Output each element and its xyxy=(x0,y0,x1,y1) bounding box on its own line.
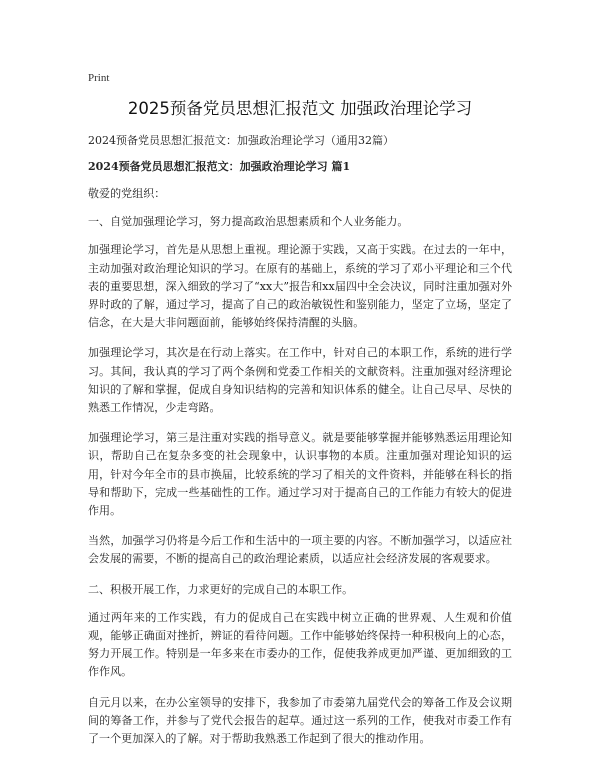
document-subtitle: 2024预备党员思想汇报范文：加强政治理论学习（通用32篇） xyxy=(88,134,394,147)
print-link[interactable]: Print xyxy=(88,72,110,84)
paragraph-3: 加强理论学习，第三是注重对实践的指导意义。就是要能够掌握并能够熟悉运用理论知识，帮助自己在复杂多变的社会现象中，认识事物的本质。注重加强对理论知识的运用，针对今年全市的县市换届，比较系统的学习了相关的文件资料，并能够在科长的指导和帮助下，完成一些基础性的工作。通过学习对于提高自己的工作能力有较大的促进作用。 xyxy=(88,431,512,518)
salutation: 敬爱的党组织： xyxy=(88,187,166,200)
paragraph-6: 自元月以来，在办公室领导的安排下，我参加了市委第九届党代会的筹备工作及会议期间的筹备工作，并参与了党代会报告的起草。通过这一系列的工作，使我对市委工作有了一个更加深入的了解。对于帮助我熟悉工作起到了很大的推动作用。 xyxy=(88,695,512,746)
paragraph-1: 加强理论学习，首先是从思想上重视。理论源于实践，又高于实践。在过去的一年中，主动加强对政治理论知识的学习。在原有的基础上，系统的学习了邓小平理论和三个代表的重要思想，深入细致的学习了“xx大”报告和xx届四中全会决议，同时注重加强对外界时政的了解，通过学习，提高了自己的政治敏锐性和鉴别能力，坚定了立场，坚定了信念，在大是大非问题面前，能够始终保持清醒的头脑。 xyxy=(88,243,512,330)
paragraph-4: 当然，加强学习仍将是今后工作和生活中的一项主要的内容。不断加强学习，以适应社会发展的需要，不断的提高自己的政治理论素质，以适应社会经济发展的客观要求。 xyxy=(88,534,512,566)
document-title: 2025预备党员思想汇报范文 加强政治理论学习 xyxy=(127,99,473,118)
paragraph-2: 加强理论学习，其次是在行动上落实。在工作中，针对自己的本职工作，系统的进行学习。其间，我认真的学习了两个条例和党委工作相关的文献资料。注重加强对经济理论知识的了解和掌握，促成自身知识结构的完善和知识体系的健全。让自己尽早、尽快的熟悉工作情况，少走弯路。 xyxy=(88,346,512,415)
paragraph-5: 通过两年来的工作实践，有力的促成自己在实践中树立正确的世界观、人生观和价值观，能够正确面对挫折，辨证的看待问题。工作中能够始终保持一种积极向上的心态，努力开展工作。特别是一年多来在市委办的工作，促使我养成更加严谨、更加细致的工作作风。 xyxy=(88,610,512,679)
section-heading: 2024预备党员思想汇报范文：加强政治理论学习 篇1 xyxy=(88,160,351,173)
heading-one: 一、自觉加强理论学习，努力提高政治思想素质和个人业务能力。 xyxy=(88,215,409,229)
heading-two: 二、积极开展工作，力求更好的完成自己的本职工作。 xyxy=(88,582,354,596)
